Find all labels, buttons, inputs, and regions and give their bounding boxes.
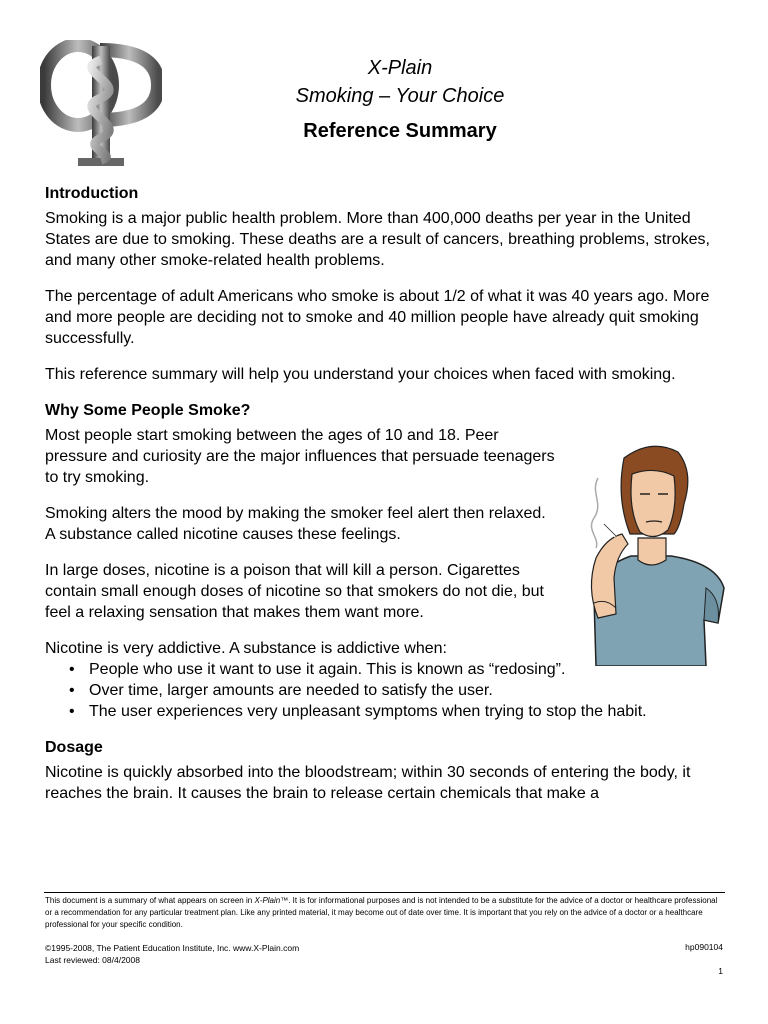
woman-smoking-illustration <box>576 438 726 666</box>
dosage-paragraph-1: Nicotine is quickly absorbed into the bloodstream; within 30 seconds of entering the body, it reaches the brain. It causes the brain to release certain chemicals that make a <box>45 764 691 802</box>
footer-rule <box>44 892 725 893</box>
heading-dosage: Dosage <box>45 739 103 756</box>
xplain-logo <box>40 40 162 168</box>
heading-why-smoke: Why Some People Smoke? <box>45 402 251 419</box>
disclaimer-brand: X-Plain™ <box>254 896 289 905</box>
copyright-text: ©1995-2008, The Patient Education Institute, Inc. www.X-Plain.com <box>45 943 300 953</box>
why-paragraph-2: Smoking alters the mood by making the smoker feel alert then relaxed. A substance called nicotine causes these feelings. <box>45 505 546 543</box>
disclaimer-text-start: This document is a summary of what appears on screen in <box>45 896 255 905</box>
list-item: • People who use it want to use it again. This is known as “redosing”. <box>89 659 725 680</box>
why-paragraph-3: In large doses, nicotine is a poison that will kill a person. Cigarettes contain small enough doses of nicotine so that smokers do not die, but feel a relaxing sensation that makes them want more. <box>45 562 544 621</box>
footer-copyright-block <box>45 942 299 966</box>
document-subtitle: Smoking – Your Choice <box>295 85 505 107</box>
intro-paragraph-1: Smoking is a major public health problem. More than 400,000 deaths per year in the United States are due to smoking. These deaths are a result of cancers, breathing problems, strokes, and many other smoke-related health problems. <box>45 210 710 269</box>
intro-paragraph-2: The percentage of adult Americans who smoke is about 1/2 of what it was 40 years ago. More and more people are deciding not to smoke and 40 million people have already quit smoking successfully. <box>45 288 710 347</box>
heading-introduction: Introduction <box>45 185 139 202</box>
list-item: • Over time, larger amounts are needed to satisfy the user. <box>89 680 725 701</box>
why-paragraph-1: Most people start smoking between the ages of 10 and 18. Peer pressure and curiosity are the major influences that persuade teenagers to try smoking. <box>45 427 555 486</box>
page-number: 1 <box>718 966 723 976</box>
document-type: Reference Summary <box>303 120 497 142</box>
why-paragraph-4: Nicotine is very addictive. A substance is addictive when: <box>45 640 447 657</box>
list-item: • The user experiences very unpleasant symptoms when trying to stop the habit. <box>89 701 725 722</box>
addiction-bullet-list <box>45 659 725 722</box>
disclaimer-text-end: . It is for informational purposes and is not intended to be a substitute for the advice of a doctor or healthcare professional or a recommendation for any particular treatment plan. Like any printed material, it may become out of date over time. It is important that you rely on the advice of a doctor or a healthcare professional for your specific condition. <box>45 896 718 929</box>
title-block <box>160 54 640 143</box>
last-reviewed: Last reviewed: 08/4/2008 <box>45 955 140 965</box>
brand-title: X-Plain <box>367 57 433 79</box>
footer-disclaimer <box>45 895 725 931</box>
document-id: hp090104 <box>685 942 723 952</box>
intro-paragraph-3: This reference summary will help you understand your choices when faced with smoking. <box>45 366 676 383</box>
